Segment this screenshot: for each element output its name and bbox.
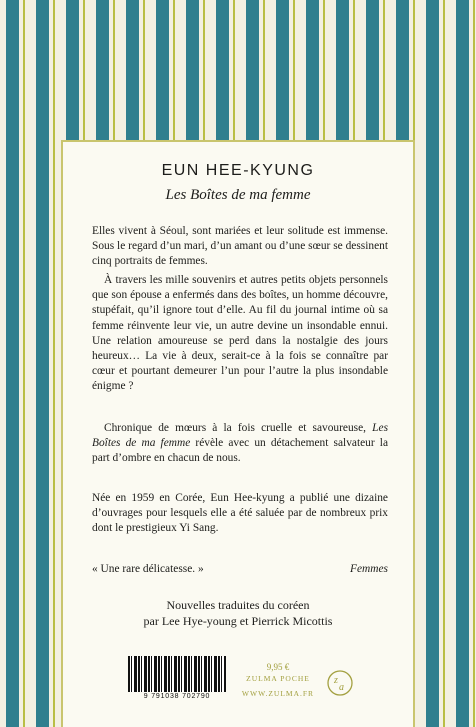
series-name: ZULMA POCHE (246, 674, 310, 683)
svg-text:z: z (334, 675, 338, 686)
quote-text: « Une rare délicatesse. » (92, 563, 204, 575)
author-bio-paragraph (92, 491, 388, 537)
credits-line-1: Nouvelles traduites du coréen (166, 598, 310, 612)
synopsis-text-2: À travers les mille souvenirs et autres petits objets personnels que son épouse a enfermés dans des boîtes, un homme découvre, stupéfait, qu’il ignore tout d’elle. Au fil du journal intime où sa femme réinvente leur vie, un autre devine un insondable ennui. Une relation amoureuse se perd dans la nostalgie des jours heureux… La vie à deux, serait-ce à la fois se connaître par cœur et pourtant demeurer l’un pour l’autre la plus insondable énigme ? (92, 274, 388, 393)
translation-credits (61, 597, 415, 629)
book-title: Les Boîtes de ma femme (165, 187, 311, 203)
barcode (128, 656, 226, 702)
synopsis-paragraph-3 (92, 421, 388, 467)
publisher-info (238, 662, 318, 698)
zulma-logo-icon (327, 670, 353, 696)
synopsis-inline-title: Les Boîtes de ma femme (92, 422, 388, 450)
barcode-number: 9 791038 702790 (143, 693, 211, 700)
synopsis-text-3-prefix: Chronique de mœurs à la fois cruelle et savoureuse, (104, 422, 367, 434)
price: 9,95 € (266, 662, 290, 672)
barcode-bars (128, 656, 226, 692)
credits-line-2: par Lee Hye-young et Pierrick Micottis (143, 614, 333, 628)
press-quote (92, 563, 388, 575)
author-name: EUN HEE-KYUNG (161, 162, 315, 179)
quote-source: Femmes (350, 563, 388, 575)
publisher-website: WWW.ZULMA.FR (241, 689, 315, 698)
synopsis-text-3-suffix: révèle avec un détachement salvateur la part d’ombre en chacun de nous. (92, 437, 389, 465)
svg-text:a: a (339, 682, 344, 693)
synopsis-text-1: Elles vivent à Séoul, sont mariées et leur solitude est immense. Sous le regard d’un mari, d’un amant ou d’une sœur se dessinent cinq portraits de femmes. (92, 225, 388, 268)
author-bio-text: Née en 1959 en Corée, Eun Hee-kyung a publié une dizaine d’ouvrages pour lesquels elle a été saluée par de nombreux prix dont le prestigieux Yi Sang. (92, 492, 388, 535)
synopsis-paragraph-2 (92, 273, 388, 395)
synopsis-paragraph-1 (92, 224, 388, 270)
